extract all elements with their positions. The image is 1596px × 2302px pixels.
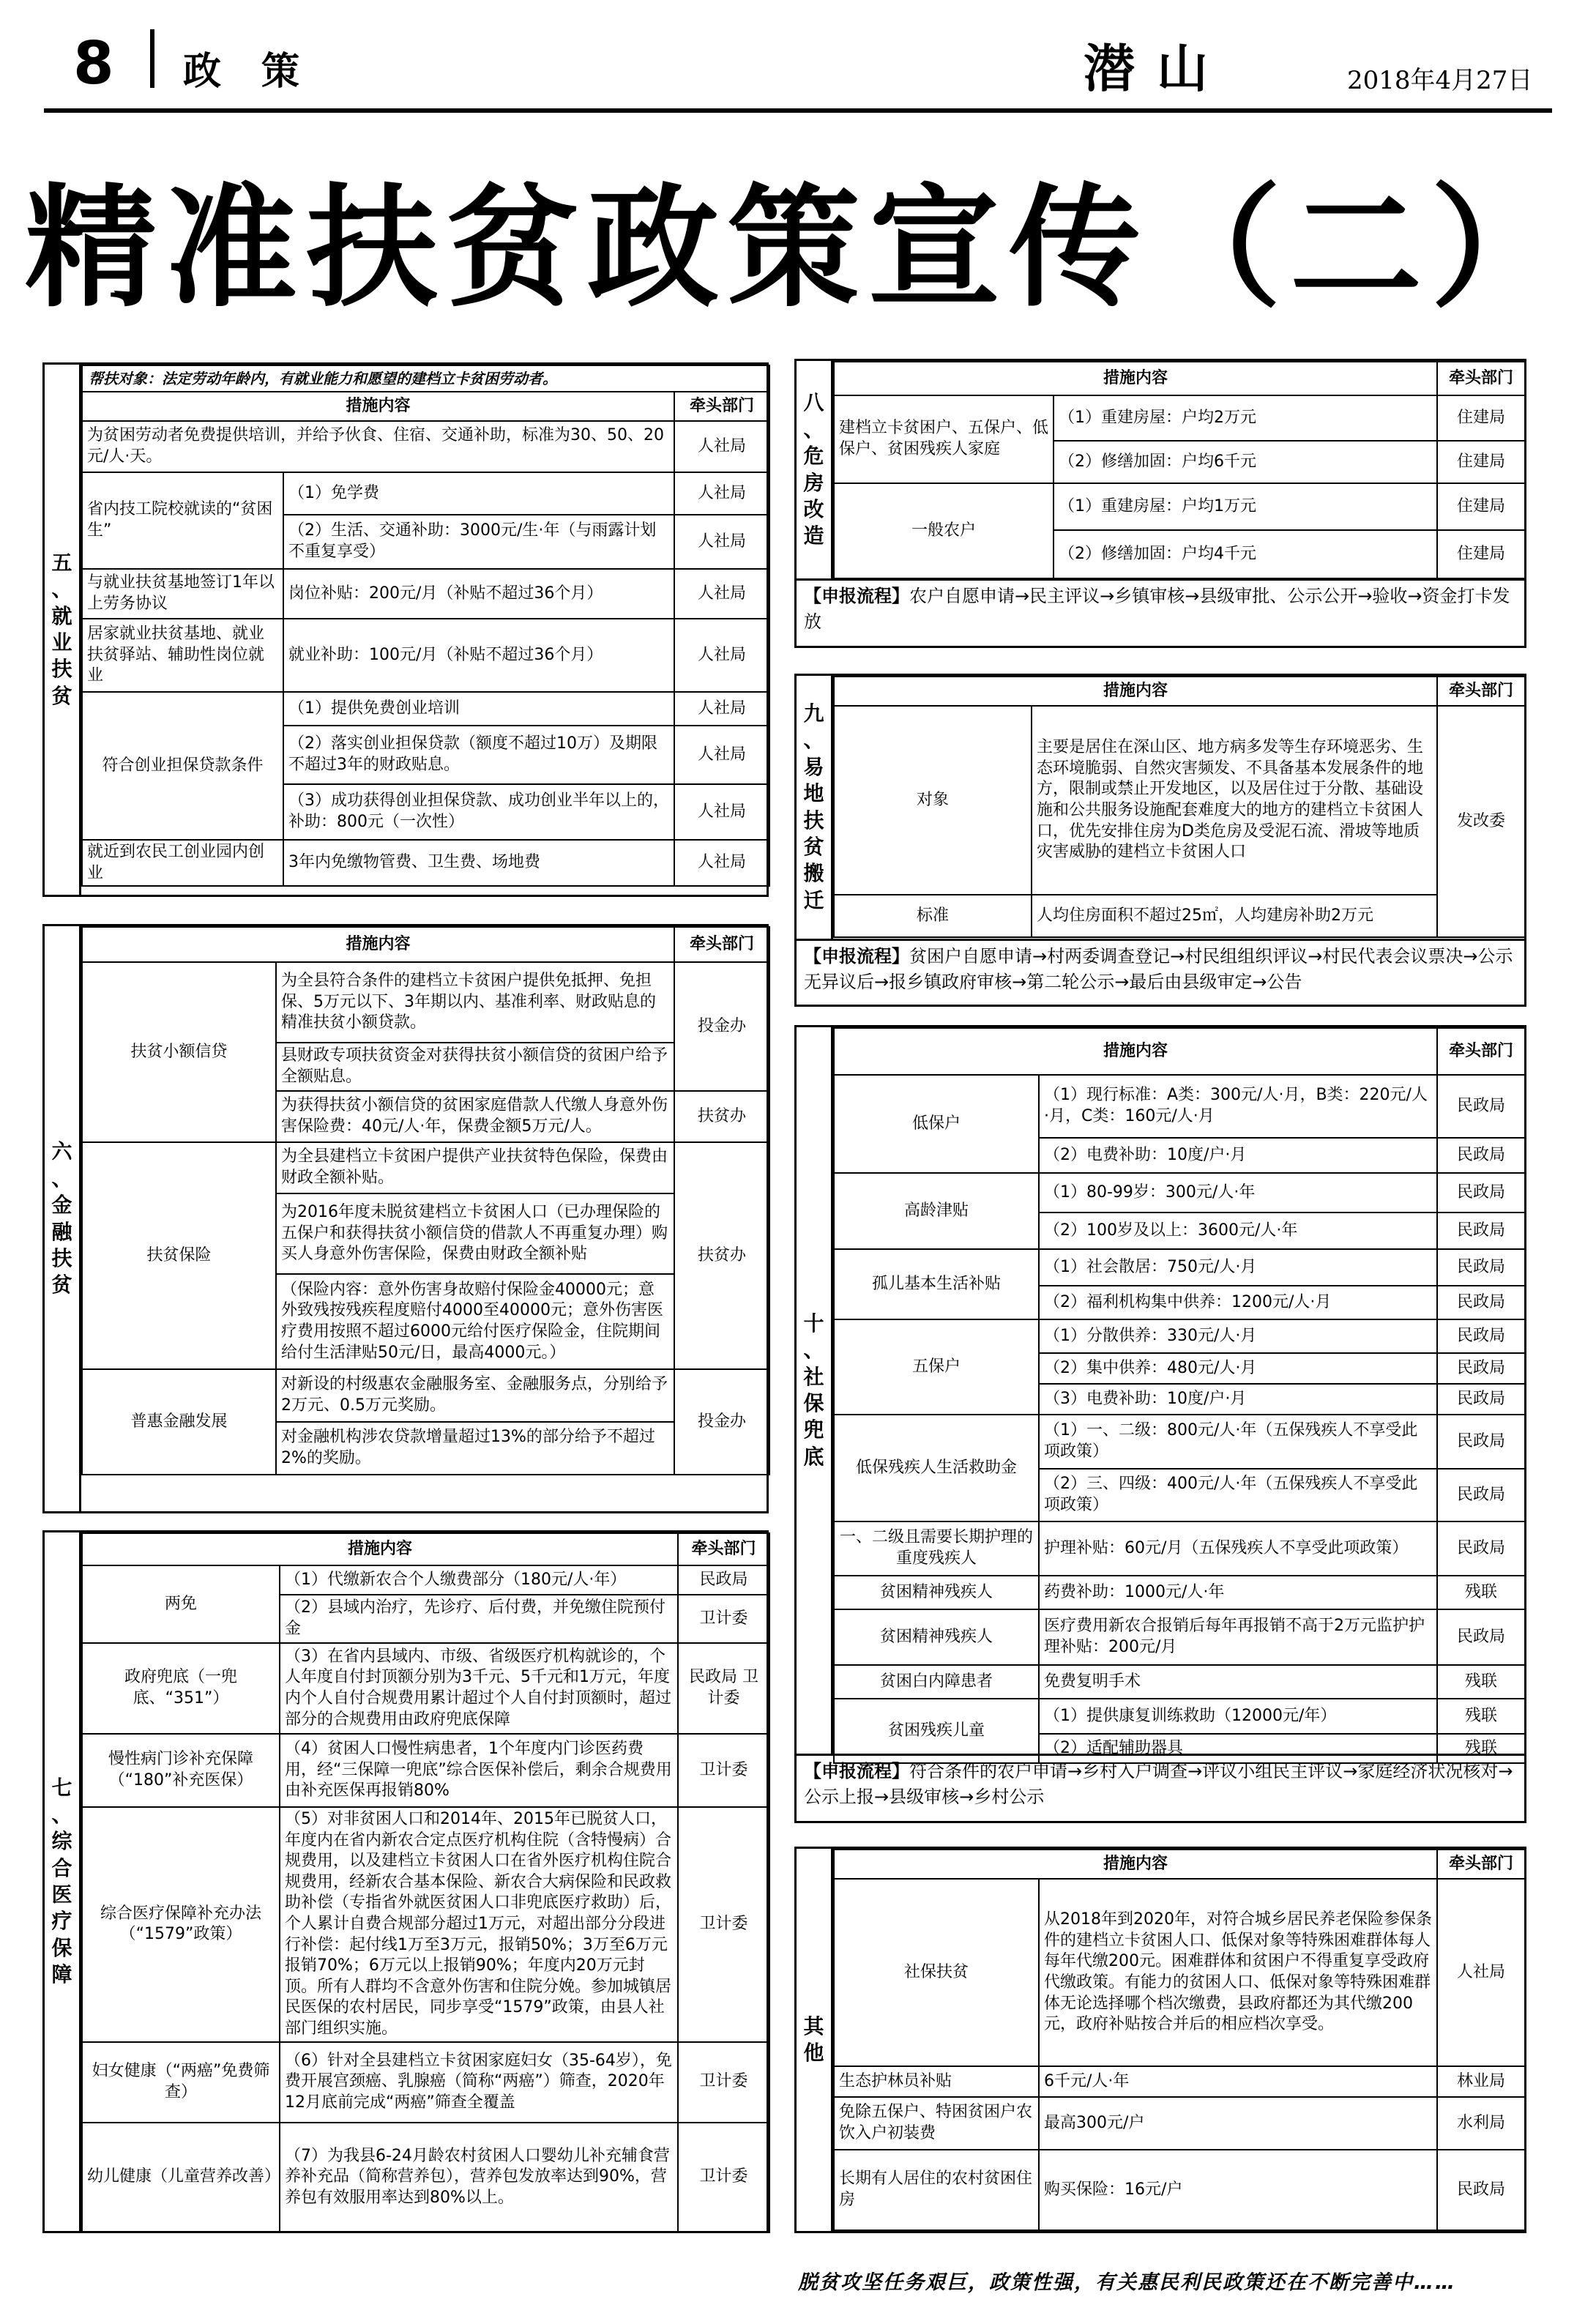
section-name: 政策: [183, 50, 340, 94]
table-cell: 低保户: [834, 1075, 1039, 1173]
table-cell: 扶贫办: [674, 1091, 769, 1142]
newspaper-logo: 潜山: [1084, 38, 1230, 99]
table-cell: 民政局: [1437, 1353, 1525, 1384]
table-cell: 残联: [1437, 1576, 1525, 1609]
policy-table: [81, 926, 770, 1475]
table-cell: 居家就业扶贫基地、就业扶贫驿站、辅助性岗位就业: [82, 619, 283, 692]
table-cell: （3）在省内县域内、市级、省级医疗机构就诊的，个人年度自付封顶额分别为3千元、5千元和1万元，年度内个人自付合规费用累计超过个人自付封顶额时，超过部分的合规费用由政府兜底保障: [280, 1643, 678, 1734]
table-cell: 人社局: [674, 726, 769, 784]
table-cell: 五保户: [834, 1319, 1039, 1415]
table-cell: 发改委: [1437, 706, 1525, 937]
table-cell: 残联: [1437, 1699, 1525, 1734]
col-header-measures: 措施内容: [834, 362, 1437, 395]
table-cell: （2）修缮加固：户均4千元: [1054, 530, 1437, 578]
issue-date: 2018年4月27日: [1347, 66, 1533, 95]
table-cell: 民政局: [1437, 1319, 1525, 1353]
col-header-department: 牵头部门: [1437, 1850, 1525, 1879]
table-cell: 住建局: [1437, 441, 1525, 483]
table-cell: 卫计委: [678, 1734, 769, 1807]
section-employment: [42, 362, 769, 897]
table-cell: 卫计委: [678, 1595, 769, 1643]
col-header-measures: 措施内容: [834, 1850, 1437, 1879]
table-cell: 标准: [834, 895, 1032, 937]
table-cell: （1）80-99岁：300元/人·年: [1039, 1173, 1437, 1213]
application-process: 【申报流程】贫困户自愿申请→村两委调查登记→村民组组织评议→村民代表会议票决→公示无异议后→报乡镇政府审核→第二轮公示→最后由县级审定→公告: [797, 939, 1524, 1005]
table-cell: 民政局: [1437, 1384, 1525, 1415]
table-cell: 投金办: [674, 1369, 769, 1475]
col-header-measures: 措施内容: [82, 927, 674, 962]
table-cell: （1）重建房屋：户均2万元: [1054, 395, 1437, 441]
col-header-department: 牵头部门: [674, 392, 769, 421]
section-label: 七 、 综 合 医 疗 保 障: [45, 1532, 81, 2231]
masthead: [0, 0, 1596, 110]
table-cell: （1）分散供养：330元/人·月: [1039, 1319, 1437, 1353]
table-cell: 住建局: [1437, 395, 1525, 441]
table-cell: 综合医疗保障补充办法（“1579”政策）: [82, 1807, 280, 2042]
table-cell: 扶贫保险: [82, 1142, 276, 1369]
section-relocation: [794, 674, 1526, 1007]
table-cell: （2）集中供养：480元/人·月: [1039, 1353, 1437, 1384]
table-cell: 购买保险：16元/户: [1039, 2150, 1437, 2230]
table-cell: 符合创业担保贷款条件: [82, 692, 283, 840]
table-cell: 对金融机构涉农贷款增量超过13%的部分给予不超过2%的奖励。: [276, 1422, 674, 1475]
table-cell: 民政局 卫计委: [678, 1643, 769, 1734]
table-cell: 高龄津贴: [834, 1173, 1039, 1249]
table-cell: 为全县建档立卡贫困户提供产业扶贫特色保险，保费由财政全额补贴。: [276, 1142, 674, 1193]
application-process: 【申报流程】农户自愿申请→民主评议→乡镇审核→县级审批、公示公开→验收→资金打卡发放: [797, 578, 1524, 646]
table-cell: 残联: [1437, 1665, 1525, 1699]
table-cell: （2）电费补助：10度/户·月: [1039, 1138, 1437, 1173]
table-cell: （2）县域内治疗，先诊疗、后付费，并免缴住院预付金: [280, 1595, 678, 1643]
col-header-measures: 措施内容: [834, 677, 1437, 706]
section-label: 八 、 危 房 改 造: [797, 361, 833, 578]
table-cell: 对新设的村级惠农金融服务室、金融服务点，分别给予2万元、0.5万元奖励。: [276, 1369, 674, 1422]
table-cell: 建档立卡贫困户、五保户、低保户、贫困残疾人家庭: [834, 395, 1054, 483]
table-cell: 民政局: [1437, 1075, 1525, 1138]
section-label: 五 、 就 业 扶 贫: [45, 365, 81, 895]
table-cell: 民政局: [678, 1565, 769, 1595]
table-cell: 为贫困劳动者免费提供培训，并给予伙食、住宿、交通补助，标准为30、50、20元/人·天。: [82, 421, 674, 472]
table-cell: （2）100岁及以上：3600元/人·年: [1039, 1213, 1437, 1249]
col-header-measures: 措施内容: [82, 1533, 678, 1565]
header-divider: [150, 29, 154, 88]
page-number: 8: [73, 29, 114, 97]
table-cell: 人社局: [674, 692, 769, 726]
table-cell: （1）重建房屋：户均1万元: [1054, 483, 1437, 530]
col-header-department: 牵头部门: [678, 1533, 769, 1565]
table-cell: 水利局: [1437, 2097, 1525, 2150]
table-cell: 人社局: [674, 515, 769, 569]
table-cell: 药费补助：1000元/人·年: [1039, 1576, 1437, 1609]
table-cell: 民政局: [1437, 1249, 1525, 1286]
table-cell: 从2018年到2020年，对符合城乡居民养老保险参保条件的建档立卡贫困人口、低保对象等特殊困难群体每人每年代缴200元。困难群体和贫困户不得重复享受政府代缴政策。有能力的贫困人口、低保对象等特殊困难群体无论选择哪个档次缴费，县政府都还为其代缴200元，政府补贴按合并后的相应档次享受。: [1039, 1879, 1437, 2066]
table-cell: （1）代缴新农合个人缴费部分（180元/人·年）: [280, 1565, 678, 1595]
table-cell: 就近到农民工创业园内创业: [82, 840, 283, 886]
table-cell: 民政局: [1437, 1609, 1525, 1665]
table-cell: （1）免学费: [283, 472, 674, 515]
table-cell: 生态护林员补贴: [834, 2066, 1039, 2097]
table-cell: （4）贫困人口慢性病患者，1个年度内门诊医药费用，经“三保障一兜底”综合医保补偿后，剩余合规费用由补充医保再报销80%: [280, 1734, 678, 1807]
table-cell: 林业局: [1437, 2066, 1525, 2097]
table-cell: 人社局: [1437, 1879, 1525, 2066]
table-cell: （2）适配辅助器具: [1039, 1734, 1437, 1763]
table-cell: 民政局: [1437, 1521, 1525, 1576]
table-cell: 幼儿健康（儿童营养改善）: [82, 2123, 280, 2232]
table-cell: 妇女健康（“两癌”免费筛查）: [82, 2042, 280, 2123]
table-cell: 住建局: [1437, 483, 1525, 530]
table-cell: 人均住房面积不超过25㎡，人均建房补助2万元: [1032, 895, 1437, 937]
table-cell: 县财政专项扶贫资金对获得扶贫小额信贷的贫困户给予全额贴息。: [276, 1043, 674, 1091]
col-header-department: 牵头部门: [674, 927, 769, 962]
table-cell: 为全县符合条件的建档立卡贫困户提供免抵押、免担保、5万元以下、3年期以内、基准利率、财政贴息的精准扶贫小额贷款。: [276, 962, 674, 1043]
table-cell: 住建局: [1437, 530, 1525, 578]
table-cell: （1）现行标准：A类：300元/人·月，B类：220元/人·月，C类：160元/人·月: [1039, 1075, 1437, 1138]
table-cell: 人社局: [674, 569, 769, 619]
table-cell: （3）电费补助：10度/户·月: [1039, 1384, 1437, 1415]
table-cell: （保险内容：意外伤害身故赔付保险金40000元；意外致残按残疾程度赔付4000至40000元；意外伤害医疗费用按照不超过6000元给付医疗保险金，住院期间给付生活津贴50元/日，最高4000元。）: [276, 1274, 674, 1369]
table-cell: 民政局: [1437, 1213, 1525, 1249]
table-cell: 社保扶贫: [834, 1879, 1039, 2066]
table-cell: 长期有人居住的农村贫困住房: [834, 2150, 1039, 2230]
table-cell: 民政局: [1437, 1286, 1525, 1319]
section-medical: [42, 1530, 769, 2233]
section-housing: [794, 359, 1526, 648]
section-label: 十 、 社 保 兜 底: [797, 1027, 833, 1754]
table-cell: （2）落实创业担保贷款（额度不超过10万）及期限不超过3年的财政贴息。: [283, 726, 674, 784]
table-cell: 扶贫小额信贷: [82, 962, 276, 1142]
table-cell: 最高300元/户: [1039, 2097, 1437, 2150]
target-note: 帮扶对象：法定劳动年龄内，有就业能力和愿望的建档立卡贫困劳动者。: [82, 365, 769, 392]
table-cell: 民政局: [1437, 2150, 1525, 2230]
table-cell: （2）福利机构集中供养：1200元/人·月: [1039, 1286, 1437, 1319]
table-cell: 省内技工院校就读的“贫困生”: [82, 472, 283, 569]
table-cell: 人社局: [674, 421, 769, 472]
table-cell: 免除五保户、特困贫困户农饮入户初装费: [834, 2097, 1039, 2150]
policy-table: [833, 676, 1526, 938]
table-cell: （6）针对全县建档立卡贫困家庭妇女（35-64岁），免费开展宫颈癌、乳腺癌（简称“两癌”）筛查，2020年12月底前完成“两癌”筛查全覆盖: [280, 2042, 678, 2123]
policy-table: [833, 361, 1526, 579]
table-cell: 就业补助：100元/月（补贴不超过36个月）: [283, 619, 674, 692]
table-cell: （1）提供康复训练救助（12000元/年）: [1039, 1699, 1437, 1734]
col-header-department: 牵头部门: [1437, 1028, 1525, 1075]
section-finance: [42, 924, 769, 1513]
table-cell: 民政局: [1437, 1173, 1525, 1213]
table-cell: 民政局: [1437, 1469, 1525, 1521]
header-rule: [44, 108, 1552, 113]
table-cell: 贫困白内障患者: [834, 1665, 1039, 1699]
table-cell: （1）一、二级：800元/人·年（五保残疾人不享受此项政策）: [1039, 1415, 1437, 1469]
section-label: 六 、 金 融 扶 贫: [45, 926, 81, 1511]
table-cell: 残联: [1437, 1734, 1525, 1763]
table-cell: 普惠金融发展: [82, 1369, 276, 1475]
table-cell: 为获得扶贫小额信贷的贫困家庭借款人代缴人身意外伤害保险费：40元/人·年，保费金额5万元/人。: [276, 1091, 674, 1142]
table-cell: （2）修缮加固：户均6千元: [1054, 441, 1437, 483]
table-cell: 民政局: [1437, 1138, 1525, 1173]
table-cell: 贫困精神残疾人: [834, 1576, 1039, 1609]
table-cell: 卫计委: [678, 2123, 769, 2232]
application-process: 【申报流程】符合条件的农户申请→乡村入户调查→评议小组民主评议→家庭经济状况核对→公示上报→县级审核→乡村公示: [797, 1754, 1524, 1821]
table-cell: 对象: [834, 706, 1032, 895]
table-cell: 卫计委: [678, 2042, 769, 2123]
table-cell: 民政局: [1437, 1415, 1525, 1469]
table-cell: 投金办: [674, 962, 769, 1091]
table-cell: 政府兜底（一兜底、“351”）: [82, 1643, 280, 1734]
table-cell: （5）对非贫困人口和2014年、2015年已脱贫人口，年度内在省内新农合定点医疗机构住院（含特慢病）合规费用，以及建档立卡贫困人口在省外医疗机构住院合规费用，经新农合基本保险、新农合大病保险和民政救助补偿（专指省外就医贫困人口非兜底医疗救助）后，个人累计自费合规部分超过1万元，对超出部分分段进行补偿：起付线1万至3万元，报销50%；3万至6万元报销70%；6万元以上报销90%；年度内20万元封顶。所有人群均不含意外伤害和住院分娩。参加城镇居民医保的农村居民，同步享受“1579”政策，由县人社部门组织实施。: [280, 1807, 678, 2042]
table-cell: 主要是居住在深山区、地方病多发等生存环境恶劣、生态环境脆弱、自然灾害频发、不具备基本发展条件的地方，限制或禁止开发地区，以及居住过于分散、基础设施和公共服务设施配套难度大的地方的建档立卡贫困人口，优先安排住房为D类危房及受泥石流、滑坡等地质灾害威胁的建档立卡贫困人口: [1032, 706, 1437, 895]
col-header-measures: 措施内容: [834, 1028, 1437, 1075]
table-cell: 人社局: [674, 784, 769, 840]
table-cell: 免费复明手术: [1039, 1665, 1437, 1699]
table-cell: 医疗费用新农合报销后每年再报销不高于2万元监护护理补贴：200元/月: [1039, 1609, 1437, 1665]
section-other: [794, 1847, 1526, 2233]
policy-table: [833, 1027, 1526, 1764]
table-cell: 孤儿基本生活补贴: [834, 1249, 1039, 1319]
table-cell: 贫困精神残疾人: [834, 1609, 1039, 1665]
table-cell: 人社局: [674, 840, 769, 886]
col-header-measures: 措施内容: [82, 392, 674, 421]
table-cell: （3）成功获得创业担保贷款、成功创业半年以上的，补助：800元（一次性）: [283, 784, 674, 840]
table-cell: 一、二级且需要长期护理的重度残疾人: [834, 1521, 1039, 1576]
table-cell: 3年内免缴物管费、卫生费、场地费: [283, 840, 674, 886]
table-cell: 人社局: [674, 619, 769, 692]
table-cell: 两免: [82, 1565, 280, 1643]
table-cell: 人社局: [674, 472, 769, 515]
table-cell: 为2016年度未脱贫建档立卡贫困人口（已办理保险的五保户和获得扶贫小额信贷的借款人不再重复办理）购买人身意外伤害保险，保费由财政全额补贴: [276, 1193, 674, 1274]
table-cell: （2）生活、交通补助：3000元/生·年（与雨露计划不重复享受）: [283, 515, 674, 569]
table-cell: 低保残疾人生活救助金: [834, 1415, 1039, 1521]
table-cell: （1）提供免费创业培训: [283, 692, 674, 726]
page-title: 精准扶贫政策宣传（二）: [24, 172, 1571, 325]
table-cell: 慢性病门诊补充保障（“180”补充医保）: [82, 1734, 280, 1807]
col-header-department: 牵头部门: [1437, 677, 1525, 706]
table-cell: 护理补贴：60元/月（五保残疾人不享受此项政策）: [1039, 1521, 1437, 1576]
table-cell: 卫计委: [678, 1807, 769, 2042]
table-cell: 贫困残疾儿童: [834, 1699, 1039, 1763]
table-cell: （2）三、四级：400元/人·年（五保残疾人不享受此项政策）: [1039, 1469, 1437, 1521]
section-label: 其 他: [797, 1849, 833, 2231]
table-cell: 岗位补贴：200元/月（补贴不超过36个月）: [283, 569, 674, 619]
policy-table: [833, 1849, 1526, 2231]
policy-table: [81, 365, 770, 887]
table-cell: 与就业扶贫基地签订1年以上劳务协议: [82, 569, 283, 619]
table-cell: （7）为我县6-24月龄农村贫困人口婴幼儿补充辅食营养补充品（简称营养包），营养包发放率达到90%，营养包有效服用率达到80%以上。: [280, 2123, 678, 2232]
footer-note: 脱贫攻坚任务艰巨，政策性强，有关惠民利民政策还在不断完善中……: [798, 2271, 1456, 2294]
policy-table: [81, 1532, 770, 2233]
table-cell: （1）社会散居：750元/人·月: [1039, 1249, 1437, 1286]
table-cell: 6千元/人·年: [1039, 2066, 1437, 2097]
table-cell: 一般农户: [834, 483, 1054, 578]
section-social-security: [794, 1025, 1526, 1823]
section-label: 九 、 易 地 扶 贫 搬 迁: [797, 676, 833, 939]
table-cell: 扶贫办: [674, 1142, 769, 1369]
col-header-department: 牵头部门: [1437, 362, 1525, 395]
